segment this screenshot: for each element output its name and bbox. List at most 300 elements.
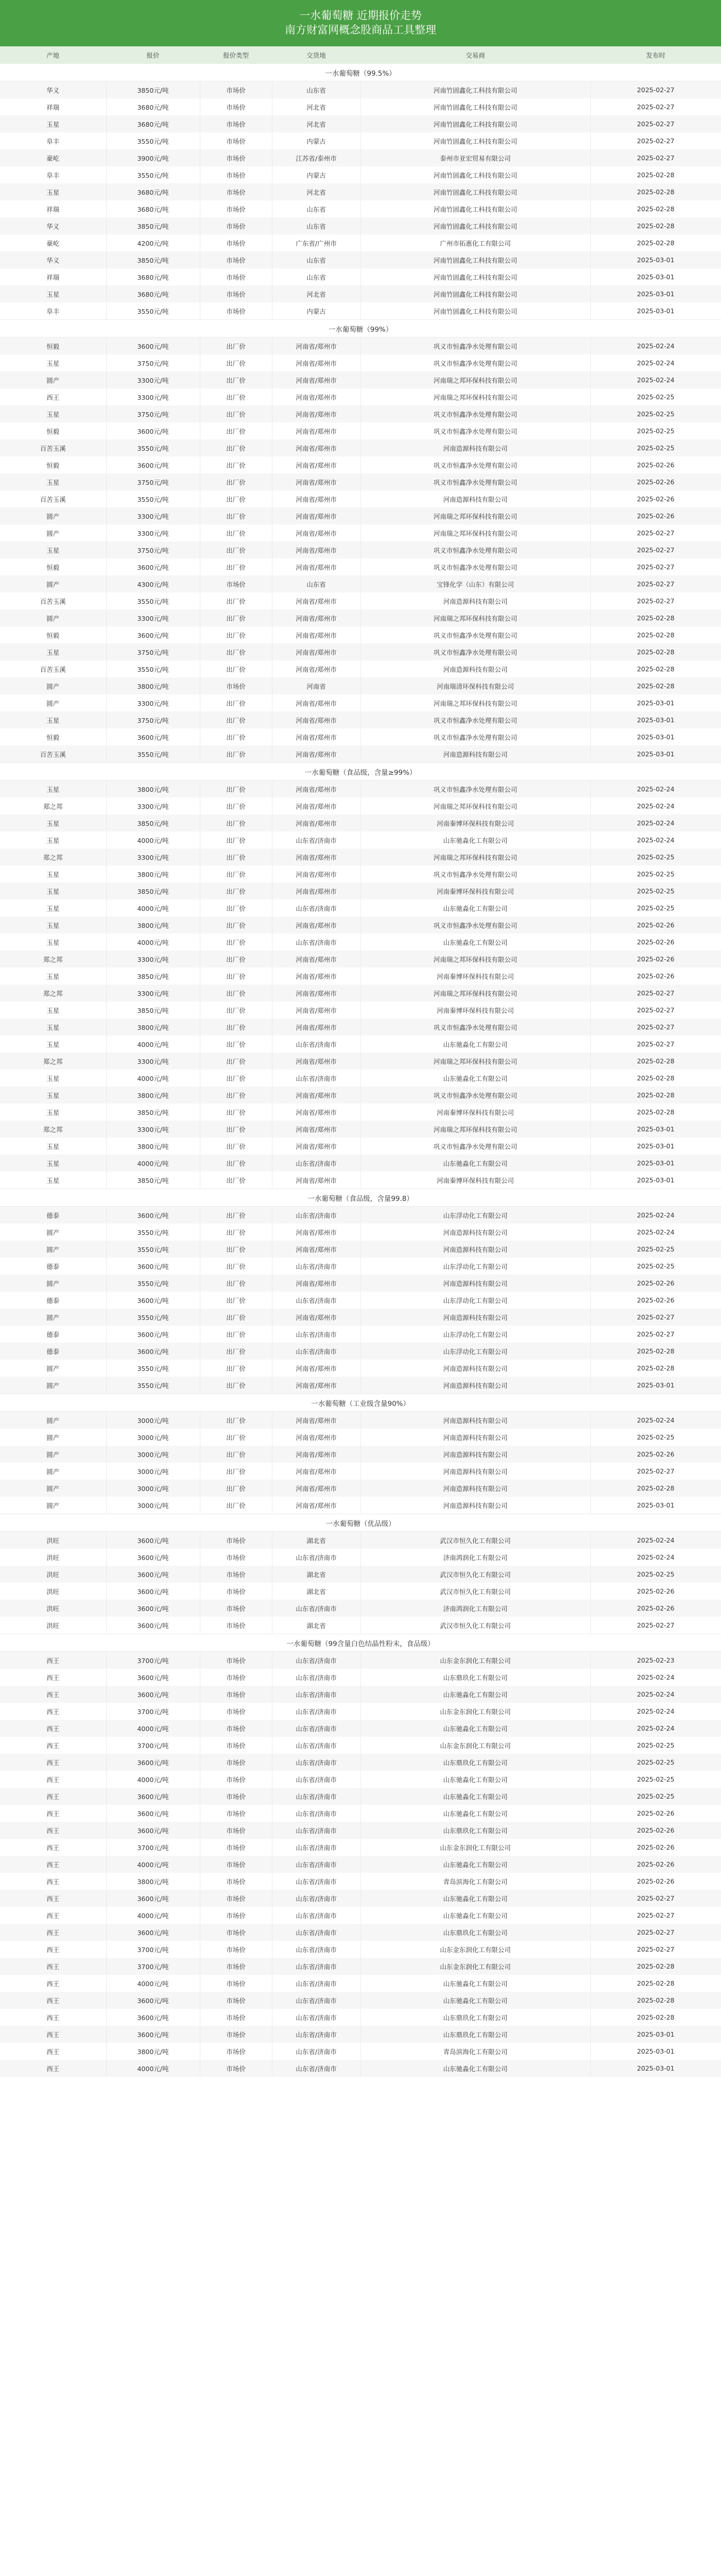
cell-price: 3700元/吨 <box>106 1737 200 1754</box>
cell-price: 3600元/吨 <box>106 1532 200 1549</box>
table-row <box>0 1737 721 1754</box>
cell-price: 3850元/吨 <box>106 217 200 234</box>
cell-trader: 河南秦博环保科技有限公司 <box>360 1104 590 1121</box>
table-row <box>0 1326 721 1343</box>
cell-price: 3850元/吨 <box>106 1002 200 1019</box>
cell-trader: 山东金东润化工有限公司 <box>360 1839 590 1856</box>
cell-date: 2025-03-01 <box>590 694 721 711</box>
cell-price: 3680元/吨 <box>106 98 200 115</box>
cell-date: 2025-02-27 <box>590 1941 721 1958</box>
cell-trader: 泰州市亚宏贸易有限公司 <box>360 149 590 166</box>
table-row <box>0 1207 721 1224</box>
cell-price: 3600元/吨 <box>106 626 200 643</box>
cell-trader: 山东浮动化工有限公司 <box>360 1292 590 1309</box>
cell-price: 3750元/吨 <box>106 405 200 422</box>
cell-origin: 圆产 <box>0 1497 106 1514</box>
cell-origin: 德泰 <box>0 1207 106 1224</box>
table-row <box>0 1805 721 1822</box>
cell-trader: 河南瑞清环保科技有限公司 <box>360 677 590 694</box>
cell-price-type: 出厂价 <box>200 711 272 728</box>
cell-origin: 西王 <box>0 2026 106 2043</box>
cell-trader: 山东驰淼化工有限公司 <box>360 1070 590 1087</box>
cell-delivery: 河南省/郑州市 <box>272 1138 360 1155</box>
cell-price-type: 出厂价 <box>200 694 272 711</box>
cell-origin: 西王 <box>0 388 106 405</box>
cell-price-type: 出厂价 <box>200 643 272 660</box>
cell-trader: 山东驰淼化工有限公司 <box>360 2060 590 2077</box>
cell-price: 3550元/吨 <box>106 490 200 507</box>
cell-origin: 玉星 <box>0 354 106 371</box>
cell-price: 3800元/吨 <box>106 1873 200 1890</box>
cell-delivery: 河南省/郑州市 <box>272 1104 360 1121</box>
cell-price: 3550元/吨 <box>106 660 200 677</box>
cell-price-type: 出厂价 <box>200 1087 272 1104</box>
cell-price: 4000元/吨 <box>106 1720 200 1737</box>
cell-origin: 恒毅 <box>0 558 106 575</box>
table-row <box>0 115 721 132</box>
cell-delivery: 湖北省 <box>272 1617 360 1634</box>
table-row <box>0 1138 721 1155</box>
cell-trader: 河南秦博环保科技有限公司 <box>360 1002 590 1019</box>
cell-origin: 玉星 <box>0 711 106 728</box>
cell-price-type: 市场价 <box>200 2043 272 2060</box>
cell-date: 2025-02-26 <box>590 490 721 507</box>
cell-delivery: 山东省/济南市 <box>272 1805 360 1822</box>
cell-trader: 山东驰淼化工有限公司 <box>360 900 590 917</box>
cell-price: 3000元/吨 <box>106 1480 200 1497</box>
cell-price: 3550元/吨 <box>106 745 200 763</box>
cell-trader: 河南竹固鑫化工科技有限公司 <box>360 217 590 234</box>
cell-delivery: 河南省/郑州市 <box>272 1446 360 1463</box>
cell-delivery: 河南省/郑州市 <box>272 1377 360 1394</box>
cell-price: 4000元/吨 <box>106 1036 200 1053</box>
cell-price: 3850元/吨 <box>106 1104 200 1121</box>
cell-origin: 玉星 <box>0 1155 106 1172</box>
cell-date: 2025-02-25 <box>590 866 721 883</box>
cell-price-type: 出厂价 <box>200 1155 272 1172</box>
cell-price: 3800元/吨 <box>106 781 200 798</box>
cell-delivery: 河南省/郑州市 <box>272 985 360 1002</box>
cell-delivery: 山东省/济南市 <box>272 2009 360 2026</box>
cell-trader: 河南造源科技有限公司 <box>360 490 590 507</box>
cell-origin: 玉星 <box>0 115 106 132</box>
cell-origin: 恒毅 <box>0 626 106 643</box>
cell-delivery: 山东省/济南市 <box>272 1907 360 1924</box>
table-row <box>0 832 721 849</box>
cell-trader: 山东鼎玖化工有限公司 <box>360 1924 590 1941</box>
cell-price-type: 市场价 <box>200 1941 272 1958</box>
cell-origin: 德泰 <box>0 1258 106 1275</box>
cell-date: 2025-02-27 <box>590 592 721 609</box>
cell-origin: 郑之邦 <box>0 849 106 866</box>
cell-price: 3300元/吨 <box>106 1053 200 1070</box>
cell-price: 3600元/吨 <box>106 1207 200 1224</box>
cell-price-type: 出厂价 <box>200 1138 272 1155</box>
cell-price-type: 市场价 <box>200 1737 272 1754</box>
cell-date: 2025-02-25 <box>590 388 721 405</box>
cell-price: 3750元/吨 <box>106 711 200 728</box>
cell-date: 2025-02-26 <box>590 1839 721 1856</box>
cell-price: 4000元/吨 <box>106 2060 200 2077</box>
cell-delivery: 河南省/郑州市 <box>272 490 360 507</box>
cell-trader: 河南瑞之邦环保科技有限公司 <box>360 609 590 626</box>
section-title-row <box>0 320 721 337</box>
cell-delivery: 河南省/郑州市 <box>272 371 360 388</box>
cell-price: 3550元/吨 <box>106 1377 200 1394</box>
cell-trader: 河南瑞之邦环保科技有限公司 <box>360 1121 590 1138</box>
section-title-row <box>0 64 721 81</box>
cell-delivery: 河南省/郑州市 <box>272 883 360 900</box>
cell-delivery: 山东省/济南市 <box>272 1754 360 1771</box>
cell-origin: 华义 <box>0 217 106 234</box>
column-header-price: 报价 <box>106 46 200 64</box>
cell-trader: 武汉市恒久化工有限公司 <box>360 1583 590 1600</box>
cell-price-type: 出厂价 <box>200 507 272 524</box>
cell-delivery: 河南省/郑州市 <box>272 1087 360 1104</box>
cell-trader: 河南瑞之邦环保科技有限公司 <box>360 849 590 866</box>
cell-origin: 玉星 <box>0 1002 106 1019</box>
table-row <box>0 1224 721 1241</box>
cell-price-type: 出厂价 <box>200 985 272 1002</box>
cell-date: 2025-02-28 <box>590 1343 721 1360</box>
cell-delivery: 河南省/郑州市 <box>272 745 360 763</box>
cell-delivery: 河南省/郑州市 <box>272 1480 360 1497</box>
cell-trader: 山东金东润化工有限公司 <box>360 1703 590 1720</box>
cell-price: 4000元/吨 <box>106 1975 200 1992</box>
cell-trader: 河南秦博环保科技有限公司 <box>360 883 590 900</box>
cell-price-type: 出厂价 <box>200 900 272 917</box>
table-row <box>0 354 721 371</box>
cell-origin: 西王 <box>0 1686 106 1703</box>
cell-origin: 百苦玉溪 <box>0 490 106 507</box>
table-row <box>0 2043 721 2060</box>
cell-origin: 洪旺 <box>0 1566 106 1583</box>
table-row <box>0 405 721 422</box>
cell-price: 3750元/吨 <box>106 473 200 490</box>
cell-delivery: 山东省/济南市 <box>272 1292 360 1309</box>
cell-trader: 巩义市恒鑫净水处理有限公司 <box>360 1138 590 1155</box>
cell-trader: 济南鸿润化工有限公司 <box>360 1600 590 1617</box>
cell-price-type: 市场价 <box>200 1805 272 1822</box>
cell-price-type: 市场价 <box>200 1600 272 1617</box>
cell-price-type: 市场价 <box>200 200 272 217</box>
cell-price: 3680元/吨 <box>106 183 200 200</box>
cell-delivery: 山东省/济南市 <box>272 1652 360 1669</box>
cell-trader: 河南瑞之邦环保科技有限公司 <box>360 798 590 815</box>
price-table <box>0 46 721 2077</box>
table-row <box>0 1549 721 1566</box>
cell-price-type: 出厂价 <box>200 1019 272 1036</box>
cell-price-type: 市场价 <box>200 268 272 285</box>
cell-price-type: 市场价 <box>200 1617 272 1634</box>
cell-price-type: 出厂价 <box>200 558 272 575</box>
cell-price-type: 市场价 <box>200 677 272 694</box>
cell-delivery: 山东省/济南市 <box>272 1600 360 1617</box>
table-row <box>0 883 721 900</box>
table-row <box>0 985 721 1002</box>
cell-price-type: 出厂价 <box>200 541 272 558</box>
cell-date: 2025-02-27 <box>590 1002 721 1019</box>
cell-price: 3800元/吨 <box>106 677 200 694</box>
cell-price: 3680元/吨 <box>106 115 200 132</box>
cell-date: 2025-02-28 <box>590 1070 721 1087</box>
cell-date: 2025-03-01 <box>590 2043 721 2060</box>
cell-delivery: 山东省/济南市 <box>272 1326 360 1343</box>
cell-origin: 洪旺 <box>0 1583 106 1600</box>
cell-price-type: 出厂价 <box>200 524 272 541</box>
cell-price: 3550元/吨 <box>106 592 200 609</box>
cell-trader: 河南瑞之邦环保科技有限公司 <box>360 507 590 524</box>
cell-price: 3600元/吨 <box>106 1992 200 2009</box>
table-row <box>0 371 721 388</box>
table-row <box>0 1036 721 1053</box>
cell-price: 3300元/吨 <box>106 371 200 388</box>
table-row <box>0 951 721 968</box>
cell-date: 2025-02-27 <box>590 1907 721 1924</box>
cell-date: 2025-02-25 <box>590 1771 721 1788</box>
cell-price-type: 出厂价 <box>200 1172 272 1189</box>
cell-date: 2025-02-27 <box>590 558 721 575</box>
cell-trader: 山东鼎玖化工有限公司 <box>360 1754 590 1771</box>
cell-delivery: 河南省/郑州市 <box>272 694 360 711</box>
cell-delivery: 内蒙古 <box>272 132 360 149</box>
cell-date: 2025-03-01 <box>590 1377 721 1394</box>
cell-date: 2025-02-27 <box>590 149 721 166</box>
cell-delivery: 山东省/济南市 <box>272 900 360 917</box>
cell-price-type: 出厂价 <box>200 1360 272 1377</box>
cell-price-type: 市场价 <box>200 1549 272 1566</box>
table-row <box>0 422 721 439</box>
cell-trader: 巩义市恒鑫净水处理有限公司 <box>360 781 590 798</box>
cell-trader: 山东驰淼化工有限公司 <box>360 1155 590 1172</box>
cell-origin: 西王 <box>0 1924 106 1941</box>
table-row <box>0 643 721 660</box>
cell-trader: 河南竹固鑫化工科技有限公司 <box>360 81 590 99</box>
cell-date: 2025-02-28 <box>590 660 721 677</box>
cell-price: 3300元/吨 <box>106 798 200 815</box>
table-row <box>0 609 721 626</box>
cell-origin: 西王 <box>0 1652 106 1669</box>
cell-price-type: 出厂价 <box>200 626 272 643</box>
cell-origin: 玉星 <box>0 1172 106 1189</box>
table-row <box>0 1463 721 1480</box>
table-row <box>0 592 721 609</box>
cell-date: 2025-02-24 <box>590 1224 721 1241</box>
cell-price-type: 市场价 <box>200 1686 272 1703</box>
cell-origin: 玉星 <box>0 643 106 660</box>
cell-trader: 山东驰淼化工有限公司 <box>360 1720 590 1737</box>
cell-date: 2025-02-28 <box>590 1992 721 2009</box>
cell-origin: 圆产 <box>0 1480 106 1497</box>
cell-price-type: 出厂价 <box>200 1292 272 1309</box>
cell-origin: 阜丰 <box>0 166 106 183</box>
cell-origin: 西王 <box>0 1975 106 1992</box>
cell-date: 2025-02-27 <box>590 81 721 99</box>
cell-price: 3680元/吨 <box>106 268 200 285</box>
cell-price: 3600元/吨 <box>106 1600 200 1617</box>
cell-date: 2025-02-28 <box>590 1360 721 1377</box>
cell-origin: 祥瑞 <box>0 98 106 115</box>
cell-date: 2025-02-23 <box>590 1652 721 1669</box>
table-row <box>0 1155 721 1172</box>
table-row <box>0 524 721 541</box>
cell-date: 2025-02-24 <box>590 1549 721 1566</box>
cell-price-type: 出厂价 <box>200 1343 272 1360</box>
cell-trader: 河南造源科技有限公司 <box>360 1360 590 1377</box>
cell-trader: 山东鼎玖化工有限公司 <box>360 2026 590 2043</box>
cell-date: 2025-02-28 <box>590 1975 721 1992</box>
cell-origin: 玉星 <box>0 1019 106 1036</box>
cell-trader: 山东浮动化工有限公司 <box>360 1207 590 1224</box>
cell-price-type: 市场价 <box>200 251 272 268</box>
cell-trader: 山东浮动化工有限公司 <box>360 1343 590 1360</box>
table-row <box>0 1992 721 2009</box>
page-subtitle: 南方财富网概念股商品工具整理 <box>285 24 436 36</box>
cell-trader: 山东驰淼化工有限公司 <box>360 1686 590 1703</box>
cell-price: 3550元/吨 <box>106 1309 200 1326</box>
cell-price-type: 出厂价 <box>200 371 272 388</box>
table-row <box>0 1720 721 1737</box>
cell-price-type: 出厂价 <box>200 1463 272 1480</box>
cell-price: 3300元/吨 <box>106 388 200 405</box>
cell-origin: 玉星 <box>0 1036 106 1053</box>
cell-price-type: 出厂价 <box>200 798 272 815</box>
table-row <box>0 1480 721 1497</box>
cell-price: 3300元/吨 <box>106 951 200 968</box>
section-title: 一水葡萄糖（优品级） <box>0 1514 721 1532</box>
cell-origin: 玉星 <box>0 541 106 558</box>
table-row <box>0 456 721 473</box>
cell-delivery: 山东省/济南市 <box>272 1258 360 1275</box>
cell-date: 2025-02-27 <box>590 1617 721 1634</box>
cell-origin: 玉星 <box>0 968 106 985</box>
cell-date: 2025-02-28 <box>590 166 721 183</box>
cell-trader: 山东驰淼化工有限公司 <box>360 1992 590 2009</box>
table-row <box>0 2026 721 2043</box>
cell-trader: 河南造源科技有限公司 <box>360 745 590 763</box>
cell-trader: 河南秦博环保科技有限公司 <box>360 815 590 832</box>
cell-delivery: 山东省/济南市 <box>272 1207 360 1224</box>
cell-trader: 河南瑞之邦环保科技有限公司 <box>360 524 590 541</box>
table-row <box>0 1532 721 1549</box>
cell-date: 2025-02-27 <box>590 1890 721 1907</box>
cell-delivery: 河南省/郑州市 <box>272 1172 360 1189</box>
cell-delivery: 河南省/郑州市 <box>272 1412 360 1429</box>
cell-price-type: 出厂价 <box>200 745 272 763</box>
cell-delivery: 山东省 <box>272 217 360 234</box>
cell-delivery: 河南省/郑州市 <box>272 1429 360 1446</box>
table-row <box>0 302 721 320</box>
section-title-row <box>0 763 721 781</box>
cell-price-type: 市场价 <box>200 1975 272 1992</box>
cell-price-type: 出厂价 <box>200 866 272 883</box>
cell-price-type: 出厂价 <box>200 1036 272 1053</box>
cell-origin: 西王 <box>0 1805 106 1822</box>
cell-delivery: 山东省/济南市 <box>272 1549 360 1566</box>
cell-price: 3600元/吨 <box>106 2026 200 2043</box>
cell-price-type: 出厂价 <box>200 849 272 866</box>
cell-origin: 玉星 <box>0 405 106 422</box>
cell-origin: 郑之邦 <box>0 951 106 968</box>
cell-date: 2025-02-25 <box>590 1241 721 1258</box>
cell-price-type: 出厂价 <box>200 1224 272 1241</box>
cell-price: 3850元/吨 <box>106 968 200 985</box>
cell-origin: 西王 <box>0 1788 106 1805</box>
cell-delivery: 江苏省/泰州市 <box>272 149 360 166</box>
cell-price-type: 出厂价 <box>200 1121 272 1138</box>
cell-delivery: 河南省/郑州市 <box>272 473 360 490</box>
cell-trader: 河南造源科技有限公司 <box>360 1309 590 1326</box>
section-title: 一水葡萄糖（食品级，含量99.8） <box>0 1189 721 1207</box>
cell-delivery: 河南省/郑州市 <box>272 1241 360 1258</box>
cell-origin: 圆产 <box>0 1224 106 1241</box>
table-row <box>0 1566 721 1583</box>
cell-origin: 圆产 <box>0 575 106 592</box>
cell-origin: 玉星 <box>0 900 106 917</box>
table-row <box>0 1958 721 1975</box>
cell-delivery: 内蒙古 <box>272 166 360 183</box>
cell-delivery: 山东省/济南市 <box>272 1822 360 1839</box>
cell-price: 4000元/吨 <box>106 1155 200 1172</box>
cell-date: 2025-02-28 <box>590 677 721 694</box>
cell-origin: 西王 <box>0 2043 106 2060</box>
cell-price: 3750元/吨 <box>106 541 200 558</box>
cell-price: 3680元/吨 <box>106 285 200 302</box>
cell-origin: 德泰 <box>0 1292 106 1309</box>
cell-date: 2025-03-01 <box>590 2060 721 2077</box>
cell-delivery: 河南省/郑州市 <box>272 643 360 660</box>
table-row <box>0 183 721 200</box>
cell-date: 2025-02-24 <box>590 371 721 388</box>
cell-price: 3600元/吨 <box>106 1788 200 1805</box>
cell-delivery: 山东省/济南市 <box>272 1788 360 1805</box>
cell-price: 3550元/吨 <box>106 1275 200 1292</box>
cell-price-type: 出厂价 <box>200 1275 272 1292</box>
cell-price: 3000元/吨 <box>106 1497 200 1514</box>
cell-trader: 山东驰淼化工有限公司 <box>360 1036 590 1053</box>
cell-origin: 华义 <box>0 251 106 268</box>
cell-delivery: 河南省/郑州市 <box>272 968 360 985</box>
cell-date: 2025-02-27 <box>590 1019 721 1036</box>
cell-date: 2025-03-01 <box>590 1497 721 1514</box>
cell-date: 2025-02-25 <box>590 883 721 900</box>
cell-origin: 西王 <box>0 1856 106 1873</box>
cell-origin: 圆产 <box>0 1360 106 1377</box>
table-row <box>0 934 721 951</box>
cell-price-type: 市场价 <box>200 1822 272 1839</box>
section-title: 一水葡萄糖（99.5%） <box>0 64 721 81</box>
cell-origin: 洪旺 <box>0 1532 106 1549</box>
cell-delivery: 河南省/郑州市 <box>272 626 360 643</box>
cell-date: 2025-02-26 <box>590 1292 721 1309</box>
section-title: 一水葡萄糖（工业级含量90%） <box>0 1394 721 1412</box>
page-header <box>0 0 721 46</box>
cell-date: 2025-02-26 <box>590 934 721 951</box>
cell-delivery: 河北省 <box>272 115 360 132</box>
table-row <box>0 1172 721 1189</box>
cell-origin: 玉星 <box>0 883 106 900</box>
cell-price-type: 市场价 <box>200 302 272 320</box>
table-row <box>0 1258 721 1275</box>
cell-price-type: 市场价 <box>200 2060 272 2077</box>
table-row <box>0 1292 721 1309</box>
cell-origin: 玉星 <box>0 1104 106 1121</box>
cell-date: 2025-02-27 <box>590 1036 721 1053</box>
cell-price: 3850元/吨 <box>106 883 200 900</box>
cell-delivery: 山东省/济南市 <box>272 1720 360 1737</box>
cell-price-type: 市场价 <box>200 1907 272 1924</box>
cell-delivery: 河北省 <box>272 183 360 200</box>
